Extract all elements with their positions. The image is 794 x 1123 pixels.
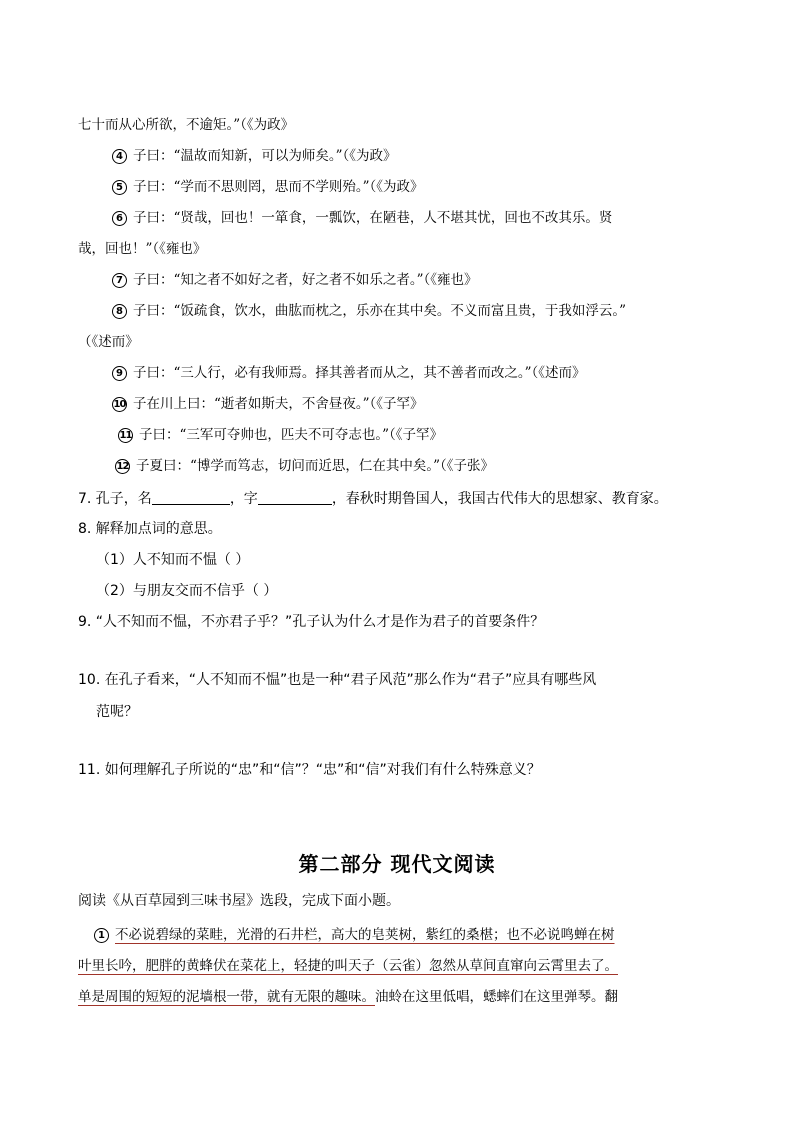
quote-text: 子曰：“三军可夺帅也，匹夫不可夺志也。”（《子罕》 <box>139 427 444 443</box>
question-text: 11. 如何理解孔子所说的“忠”和“信”？“忠”和“信”对我们有什么特殊意义？ <box>78 762 541 778</box>
circled-number-marker: 8 <box>112 304 127 319</box>
quote-text: 子在川上曰：“逝者如斯夫，不舍昼夜。”（《子罕》 <box>133 396 424 412</box>
question-text: （2）与朋友交而不信乎（ ） <box>96 583 278 599</box>
quote-item-9 <box>112 363 586 383</box>
question-10-continuation <box>96 702 138 722</box>
quote-continuation-line <box>78 115 294 135</box>
quote-item-12 <box>115 456 494 476</box>
question-text: ，字 <box>229 491 258 507</box>
quote-text: 哉，回也！”（《雍也》 <box>78 241 207 257</box>
quote-text: （《述而》 <box>78 334 139 350</box>
section-title: 第二部分 现代文阅读 <box>298 852 496 876</box>
question-text: ，春秋时期鲁国人，我国古代伟大的思想家、教育家。 <box>331 491 668 507</box>
question-10 <box>78 670 596 690</box>
quote-text: 子曰：“贤哉，回也！一箪食，一瓢饮，在陋巷，人不堪其忧，回也不改其乐。贤 <box>133 210 613 226</box>
circled-number-marker: 7 <box>112 273 127 288</box>
quote-text: 子曰：“温故而知新，可以为师矣。”（《为政》 <box>133 148 397 164</box>
quote-item-10 <box>112 394 424 414</box>
passage-paragraph-1-line-3 <box>78 987 618 1007</box>
quote-item-6-continuation <box>78 239 206 259</box>
circled-number-marker: 5 <box>112 180 127 195</box>
quote-text: 子曰：“知之者不如好之者，好之者不如乐之者。”（《雍也》 <box>133 272 478 288</box>
circled-number-marker: 10 <box>113 399 126 410</box>
passage-text-underlined: 单是周围的短短的泥墙根一带，就有无限的趣味。 <box>78 989 375 1005</box>
reading-intro <box>78 891 400 911</box>
question-text: 7. 孔子，名 <box>78 491 152 507</box>
quote-item-6 <box>112 208 612 228</box>
quote-item-7 <box>112 270 478 290</box>
answer-blank-name[interactable] <box>152 488 230 505</box>
question-text: 9. “人不知而不愠，不亦君子乎？”孔子认为什么才是作为君子的首要条件？ <box>78 614 545 630</box>
circled-number-marker: 9 <box>112 366 127 381</box>
passage-text-underlined: 不必说碧绿的菜畦，光滑的石井栏，高大的皂荚树，紫红的桑椹；也不必说鸣蝉在树 <box>115 927 615 943</box>
quote-text: 子曰：“学而不思则罔，思而不学则殆。”（《为政》 <box>133 179 424 195</box>
intro-text: 阅读《从百草园到三味书屋》选段，完成下面小题。 <box>78 893 400 909</box>
question-7 <box>78 488 668 509</box>
circled-number-marker: 12 <box>116 461 129 472</box>
question-text: 范呢？ <box>96 704 138 720</box>
question-text: 8. 解释加点词的意思。 <box>78 521 222 537</box>
question-8-sub-2 <box>96 581 277 601</box>
passage-text: 油蛉在这里低唱，蟋蟀们在这里弹琴。翻 <box>375 989 618 1005</box>
circled-number-marker: 6 <box>112 211 127 226</box>
quote-item-8-continuation <box>78 332 139 352</box>
question-11 <box>78 760 541 780</box>
quote-text: 子曰：“三人行，必有我师焉。择其善者而从之，其不善者而改之。”（《述而》 <box>133 365 586 381</box>
quote-item-11 <box>118 425 443 445</box>
quote-item-8 <box>112 301 626 321</box>
question-text: 10. 在孔子看来，“人不知而不愠”也是一种“君子风范”那么作为“君子”应具有哪些风 <box>78 672 597 688</box>
circled-number-marker: 4 <box>112 149 127 164</box>
quote-text: 七十而从心所欲，不逾矩。”（《为政》 <box>78 117 295 133</box>
question-8 <box>78 519 222 539</box>
question-8-sub-1 <box>96 550 249 570</box>
quote-item-5 <box>112 177 424 197</box>
passage-paragraph-1-line-2 <box>78 956 618 976</box>
question-text: （1）人不知而不愠（ ） <box>96 552 250 568</box>
quote-item-4 <box>112 146 397 166</box>
passage-text-underlined: 叶里长吟，肥胖的黄蜂伏在菜花上，轻捷的叫天子（云雀）忽然从草间直窜向云霄里去了。 <box>78 958 618 974</box>
circled-number-marker: 1 <box>94 928 109 943</box>
passage-paragraph-1-line-1 <box>94 925 615 945</box>
answer-blank-courtesy-name[interactable] <box>258 488 332 505</box>
quote-text: 子夏曰：“博学而笃志，切问而近思，仁在其中矣。”（《子张》 <box>136 458 495 474</box>
quote-text: 子曰：“饭疏食，饮水，曲肱而枕之，乐亦在其中矣。不义而富且贵，于我如浮云。” <box>133 303 627 319</box>
question-9 <box>78 612 544 632</box>
circled-number-marker: 11 <box>119 430 132 441</box>
